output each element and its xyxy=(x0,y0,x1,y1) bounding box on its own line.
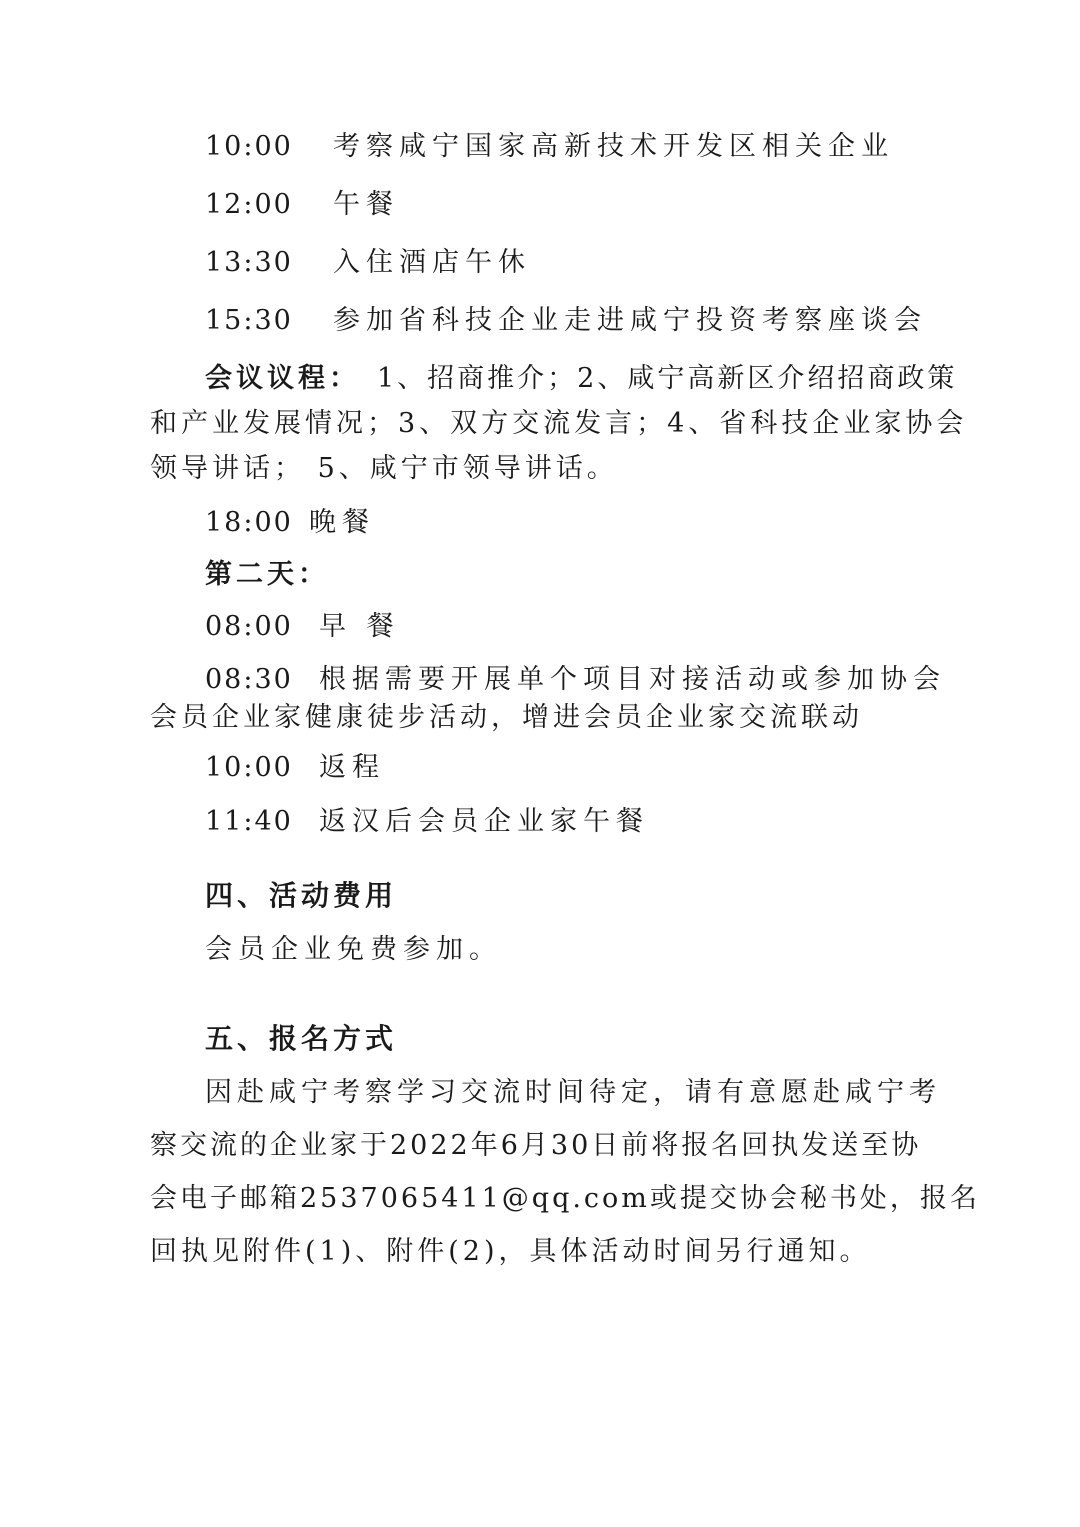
agenda-text: 1、招商推介；2、咸宁高新区介绍招商政策 xyxy=(377,363,958,394)
schedule-text: 晚餐 xyxy=(309,507,375,538)
schedule-text: 午餐 xyxy=(333,189,399,220)
agenda-paragraph-line: 和产业发展情况；3、双方交流发言；4、省科技企业家协会 xyxy=(150,408,968,439)
day-heading: 第二天： xyxy=(205,559,329,590)
schedule-time: 15:30 xyxy=(205,305,293,336)
schedule-time: 08:30 xyxy=(205,664,293,695)
section-body-line: 因赴咸宁考察学习交流时间待定，请有意愿赴咸宁考 xyxy=(205,1077,941,1108)
schedule-text: 参加省科技企业走进咸宁投资考察座谈会 xyxy=(333,305,927,336)
schedule-text: 返汉后会员企业家午餐 xyxy=(319,806,649,837)
section-body-line: 回执见附件(1)、附件(2)，具体活动时间另行通知。 xyxy=(150,1236,871,1267)
schedule-row xyxy=(205,610,400,644)
schedule-time: 13:30 xyxy=(205,247,293,278)
schedule-time: 10:00 xyxy=(205,752,293,783)
schedule-text: 早 餐 xyxy=(319,611,400,642)
schedule-row xyxy=(205,304,927,338)
schedule-time: 10:00 xyxy=(205,131,293,162)
schedule-text: 入住酒店午休 xyxy=(333,247,531,278)
agenda-paragraph-line xyxy=(205,362,957,396)
section-heading: 五、报名方式 xyxy=(205,1022,398,1055)
section-body-line: 察交流的企业家于2022年6月30日前将报名回执发送至协 xyxy=(150,1130,922,1161)
section-body-line: 会电子邮箱2537065411@qq.com或提交协会秘书处，报名 xyxy=(150,1183,980,1214)
schedule-row xyxy=(205,246,531,280)
agenda-label: 会议议程： xyxy=(205,363,360,394)
schedule-text: 返程 xyxy=(319,752,385,783)
schedule-row xyxy=(205,805,649,839)
agenda-paragraph-line: 领导讲话； 5、咸宁市领导讲话。 xyxy=(150,453,618,484)
schedule-row xyxy=(205,130,894,164)
schedule-text: 考察咸宁国家高新技术开发区相关企业 xyxy=(333,131,894,162)
section-body: 会员企业免费参加。 xyxy=(205,934,502,965)
schedule-text: 根据需要开展单个项目对接活动或参加协会 xyxy=(319,664,946,695)
schedule-text-continued: 会员企业家健康徒步活动，增进会员企业家交流联动 xyxy=(150,702,863,733)
schedule-time: 08:00 xyxy=(205,611,293,642)
schedule-row xyxy=(205,663,946,697)
schedule-row xyxy=(205,506,375,540)
schedule-time: 11:40 xyxy=(205,806,293,837)
schedule-time: 18:00 xyxy=(205,507,293,538)
schedule-row xyxy=(205,188,399,222)
section-heading: 四、活动费用 xyxy=(205,879,398,912)
schedule-row xyxy=(205,751,385,785)
schedule-time: 12:00 xyxy=(205,189,293,220)
